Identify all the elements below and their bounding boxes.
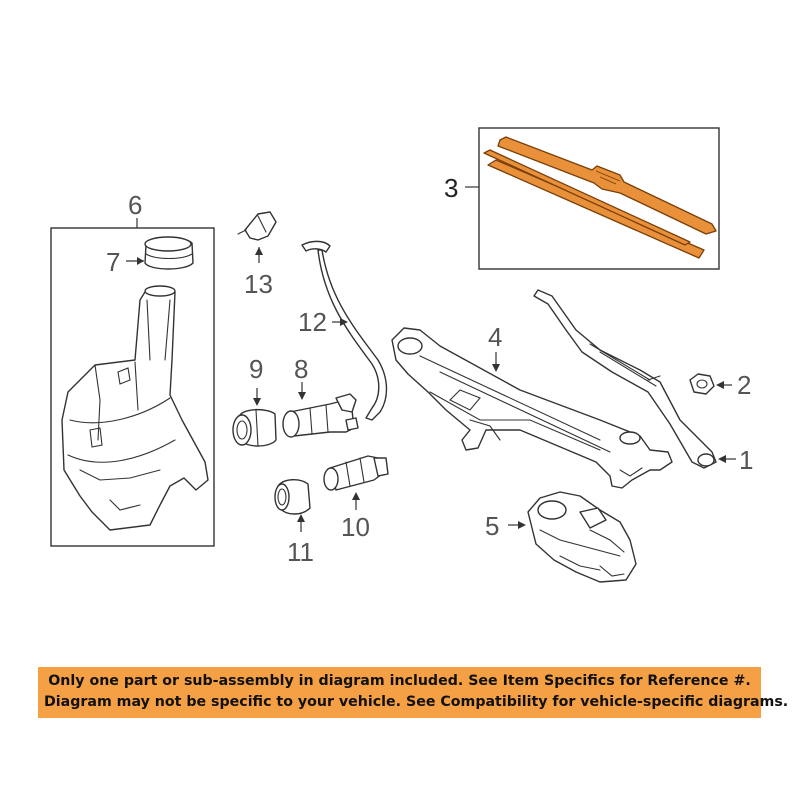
callout-3: 3: [444, 173, 459, 203]
wiper-blade-group[interactable]: [465, 128, 719, 269]
disclaimer-banner: [38, 667, 789, 718]
pump-grommet[interactable]: [233, 410, 276, 446]
callout-4: 4: [488, 322, 503, 352]
wiper-blade: [498, 137, 716, 234]
callout-6: 6: [128, 190, 143, 220]
callout-7: 7: [106, 247, 121, 277]
wiper-motor[interactable]: [528, 492, 636, 582]
fluid-level-sensor[interactable]: [324, 456, 388, 490]
callout-8: 8: [294, 354, 309, 384]
wiper-blade-rubber-strip: [484, 150, 690, 245]
washer-pump[interactable]: [283, 394, 358, 437]
hose-clip[interactable]: [238, 212, 276, 240]
callout-11: 11: [287, 537, 314, 567]
disclaimer-line-1: Only one part or sub-assembly in diagram included. See Item Specifics for Reference #.: [48, 673, 751, 689]
callout-2: 2: [737, 370, 752, 400]
callout-9: 9: [249, 354, 264, 384]
disclaimer-line-2: Diagram may not be specific to your vehicle. See Compatibility for vehicle-specific diagrams.: [44, 694, 789, 710]
callout-13: 13: [244, 269, 273, 299]
reservoir-cap[interactable]: [145, 237, 193, 269]
arm-nut[interactable]: [690, 374, 714, 394]
wiper-linkage[interactable]: [392, 328, 672, 488]
callout-1: 1: [739, 445, 754, 475]
callout-12: 12: [298, 307, 327, 337]
callout-10: 10: [341, 512, 370, 542]
washer-fluid-reservoir[interactable]: [62, 286, 208, 530]
callout-5: 5: [485, 511, 500, 541]
level-sensor-grommet[interactable]: [275, 480, 310, 514]
